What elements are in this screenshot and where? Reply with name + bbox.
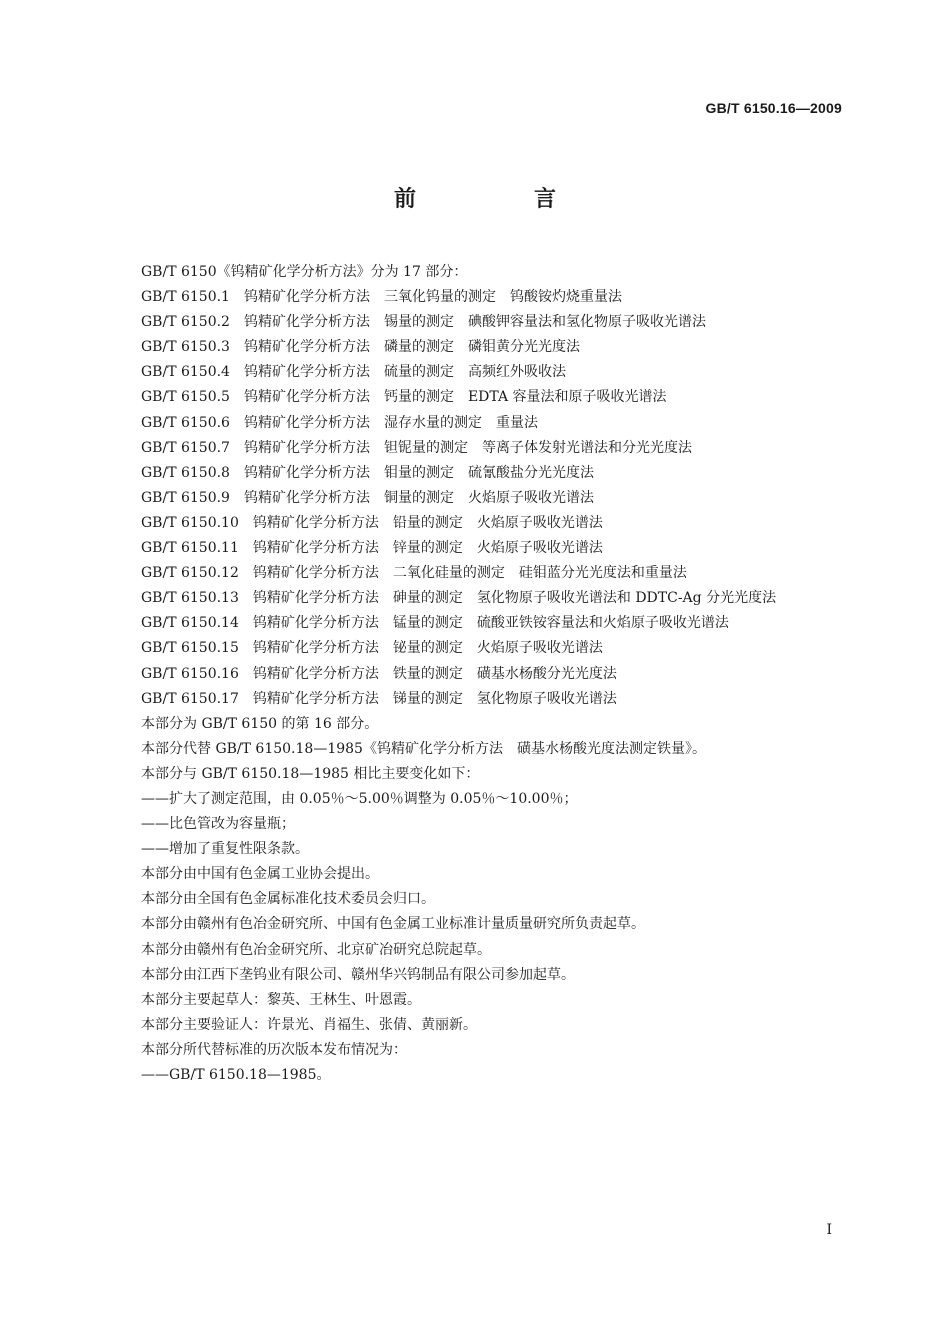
paragraph: 本部分主要起草人：黎英、王林生、叶恩霞。 (141, 991, 421, 1008)
history-item: ——GB/T 6150.18—1985。 (141, 1067, 331, 1083)
foreword-body (109, 260, 844, 1088)
part-entry: GB/T 6150.14 钨精矿化学分析方法 锰量的测定 硫酸亚铁铵容量法和火焰原子吸收光谱法 (141, 615, 729, 632)
part-entry: GB/T 6150.4 钨精矿化学分析方法 硫量的测定 高频红外吸收法 (141, 364, 566, 381)
paragraph: 本部分由赣州有色冶金研究所、北京矿冶研究总院起草。 (141, 941, 491, 958)
part-entry: GB/T 6150.9 钨精矿化学分析方法 铜量的测定 火焰原子吸收光谱法 (141, 489, 594, 506)
paragraph: 本部分由中国有色金属工业协会提出。 (141, 866, 379, 883)
part-entry: GB/T 6150.5 钨精矿化学分析方法 钙量的测定 EDTA 容量法和原子吸收光谱法 (141, 389, 667, 406)
standard-code: GB/T 6150.16—2009 (705, 100, 842, 116)
paragraph: 本部分由江西下垄钨业有限公司、赣州华兴钨制品有限公司参加起草。 (141, 966, 575, 983)
change-item: ——增加了重复性限条款。 (141, 841, 309, 858)
change-item: ——扩大了测定范围，由 0.05％～5.00％调整为 0.05％～10.00％； (141, 790, 578, 807)
paragraph: 本部分为 GB/T 6150 的第 16 部分。 (141, 715, 379, 732)
part-entry: GB/T 6150.1 钨精矿化学分析方法 三氧化钨量的测定 钨酸铵灼烧重量法 (141, 289, 622, 306)
part-entry: GB/T 6150.11 钨精矿化学分析方法 锌量的测定 火焰原子吸收光谱法 (141, 540, 603, 557)
part-entry: GB/T 6150.15 钨精矿化学分析方法 铋量的测定 火焰原子吸收光谱法 (141, 640, 603, 657)
part-entry: GB/T 6150.7 钨精矿化学分析方法 钽铌量的测定 等离子体发射光谱法和分光光度法 (141, 439, 692, 456)
paragraph: 本部分由全国有色金属标准化技术委员会归口。 (141, 891, 435, 908)
change-item: ——比色管改为容量瓶； (141, 816, 295, 833)
paragraph: 本部分与 GB/T 6150.18—1985 相比主要变化如下： (141, 765, 480, 782)
page-title: 前 言 (393, 187, 604, 212)
paragraph: 本部分所代替标准的历次版本发布情况为： (141, 1041, 407, 1058)
part-entry: GB/T 6150.17 钨精矿化学分析方法 锑量的测定 氢化物原子吸收光谱法 (141, 690, 617, 707)
part-entry: GB/T 6150.12 钨精矿化学分析方法 二氧化硅量的测定 硅钼蓝分光光度法和重量法 (141, 565, 687, 582)
page-number: I (826, 1222, 832, 1238)
part-entry: GB/T 6150.3 钨精矿化学分析方法 磷量的测定 磷钼黄分光光度法 (141, 339, 580, 356)
part-entry: GB/T 6150.8 钨精矿化学分析方法 钼量的测定 硫氰酸盐分光光度法 (141, 464, 594, 481)
paragraph: GB/T 6150《钨精矿化学分析方法》分为 17 部分： (141, 264, 468, 280)
paragraph: 本部分代替 GB/T 6150.18—1985《钨精矿化学分析方法 磺基水杨酸光度法测定铁量》。 (141, 740, 706, 757)
paragraph: 本部分由赣州有色冶金研究所、中国有色金属工业标准计量质量研究所负责起草。 (141, 916, 645, 933)
part-entry: GB/T 6150.16 钨精矿化学分析方法 铁量的测定 磺基水杨酸分光光度法 (141, 665, 617, 682)
paragraph: 本部分主要验证人：许景光、肖福生、张倩、黄丽新。 (141, 1016, 477, 1033)
part-entry: GB/T 6150.2 钨精矿化学分析方法 锡量的测定 碘酸钾容量法和氢化物原子吸收光谱法 (141, 314, 706, 331)
part-entry: GB/T 6150.6 钨精矿化学分析方法 湿存水量的测定 重量法 (141, 414, 538, 431)
part-entry: GB/T 6150.13 钨精矿化学分析方法 砷量的测定 氢化物原子吸收光谱法和 DDTC-Ag 分光光度法 (141, 590, 777, 607)
part-entry: GB/T 6150.10 钨精矿化学分析方法 铅量的测定 火焰原子吸收光谱法 (141, 514, 603, 531)
